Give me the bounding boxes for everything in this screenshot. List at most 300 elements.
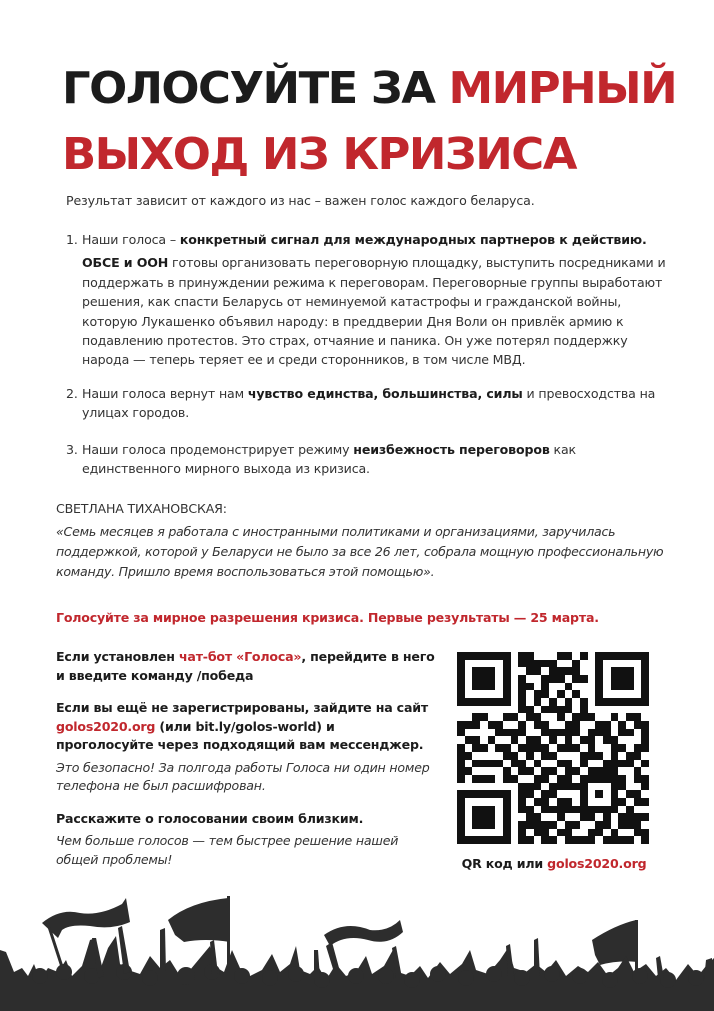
qr-module	[541, 690, 549, 698]
qr-module	[626, 806, 634, 814]
qr-module	[549, 690, 557, 698]
list-text: Наши голоса продемонстрирует режиму	[82, 441, 354, 457]
qr-module	[465, 752, 473, 760]
qr-module	[495, 683, 503, 691]
qr-module	[557, 736, 565, 744]
qr-module	[541, 783, 549, 791]
qr-module	[626, 760, 634, 768]
qr-module	[611, 798, 619, 806]
qr-module	[595, 660, 603, 668]
qr-module	[618, 736, 626, 744]
qr-module	[495, 652, 503, 660]
qr-module	[580, 752, 588, 760]
qr-module	[472, 667, 480, 675]
qr-module	[572, 736, 580, 744]
qr-module	[641, 675, 649, 683]
qr-module	[634, 721, 642, 729]
qr-module	[580, 667, 588, 675]
qr-module	[557, 829, 565, 837]
qr-module	[580, 713, 588, 721]
qr-module	[465, 698, 473, 706]
qr-module	[641, 806, 649, 814]
qr-module	[465, 729, 473, 737]
qr-module	[480, 813, 488, 821]
qr-module	[549, 836, 557, 844]
qr-module	[472, 821, 480, 829]
qr-module	[603, 813, 611, 821]
qr-module	[457, 667, 465, 675]
qr-module	[634, 660, 642, 668]
qr-module	[634, 806, 642, 814]
qr-module	[626, 821, 634, 829]
qr-module	[526, 706, 534, 714]
qr-module	[488, 660, 496, 668]
reasons-list	[66, 230, 676, 478]
qr-module	[572, 652, 580, 660]
qr-module	[580, 806, 588, 814]
qr-module	[603, 829, 611, 837]
qr-module	[572, 660, 580, 668]
qr-module	[572, 790, 580, 798]
qr-module	[611, 790, 619, 798]
flag-icon	[42, 898, 130, 938]
qr-module	[611, 690, 619, 698]
qr-module	[595, 790, 603, 798]
qr-module	[526, 760, 534, 768]
qr-module	[472, 713, 480, 721]
qr-module	[611, 713, 619, 721]
qr-module	[588, 836, 596, 844]
qr-module	[603, 775, 611, 783]
qr-module	[595, 713, 603, 721]
qr-module	[511, 790, 519, 798]
qr-module	[565, 829, 573, 837]
qr-module	[488, 652, 496, 660]
qr-module	[565, 660, 573, 668]
qr-module	[480, 806, 488, 814]
qr-module	[534, 829, 542, 837]
qr-module	[641, 813, 649, 821]
qr-module	[565, 736, 573, 744]
qr-module	[626, 667, 634, 675]
qr-module	[572, 829, 580, 837]
instructions	[56, 648, 436, 869]
qr-module	[580, 767, 588, 775]
qr-module	[472, 690, 480, 698]
qr-module	[549, 806, 557, 814]
qr-module	[634, 744, 642, 752]
qr-module	[488, 706, 496, 714]
qr-module	[488, 698, 496, 706]
qr-module	[634, 821, 642, 829]
qr-module	[557, 729, 565, 737]
list-sub-bold: ОБСЕ и ООН	[82, 255, 169, 271]
qr-module	[588, 729, 596, 737]
qr-module	[641, 760, 649, 768]
qr-module	[565, 667, 573, 675]
qr-module	[580, 675, 588, 683]
qr-module	[618, 706, 626, 714]
qr-module	[488, 667, 496, 675]
qr-module	[580, 829, 588, 837]
qr-module	[565, 698, 573, 706]
qr-module	[611, 752, 619, 760]
qr-module	[565, 813, 573, 821]
qr-module	[549, 660, 557, 668]
qr-module	[511, 652, 519, 660]
list-number: 2.	[66, 385, 78, 401]
qr-module	[518, 813, 526, 821]
qr-module	[572, 767, 580, 775]
qr-module	[588, 721, 596, 729]
qr-module	[588, 660, 596, 668]
site-link[interactable]: golos2020.org	[56, 718, 156, 734]
qr-module	[557, 767, 565, 775]
qr-module	[557, 775, 565, 783]
qr-module	[580, 729, 588, 737]
qr-module	[534, 760, 542, 768]
qr-module	[611, 683, 619, 691]
qr-module	[580, 783, 588, 791]
qr-module	[626, 767, 634, 775]
qr-module	[565, 821, 573, 829]
qr-module	[480, 706, 488, 714]
qr-module	[534, 813, 542, 821]
qr-module	[572, 667, 580, 675]
qr-module	[472, 729, 480, 737]
qr-module	[526, 667, 534, 675]
qr-module	[618, 821, 626, 829]
qr-module	[618, 698, 626, 706]
qr-module	[495, 698, 503, 706]
qr-module	[541, 667, 549, 675]
qr-module	[518, 829, 526, 837]
qr-module	[526, 806, 534, 814]
qr-module	[495, 706, 503, 714]
qr-module	[526, 736, 534, 744]
qr-module	[541, 829, 549, 837]
qr-module	[588, 744, 596, 752]
qr-module	[618, 829, 626, 837]
qr-module	[495, 729, 503, 737]
qr-module	[534, 713, 542, 721]
qr-module	[557, 806, 565, 814]
qr-module	[472, 736, 480, 744]
qr-module	[488, 752, 496, 760]
qr-module	[611, 836, 619, 844]
qr-module	[534, 652, 542, 660]
qr-module	[549, 698, 557, 706]
qr-module	[611, 744, 619, 752]
qr-module	[488, 783, 496, 791]
qr-module	[549, 752, 557, 760]
qr-module	[618, 744, 626, 752]
qr-module	[603, 744, 611, 752]
qr-module	[518, 736, 526, 744]
qr-module	[503, 767, 511, 775]
qr-module	[603, 667, 611, 675]
qr-module	[626, 675, 634, 683]
qr-module	[511, 698, 519, 706]
qr-module	[503, 667, 511, 675]
chatbot-link[interactable]: чат-бот «Голоса»	[178, 649, 302, 664]
qr-module	[618, 775, 626, 783]
qr-module	[541, 790, 549, 798]
qr-module	[626, 729, 634, 737]
qr-module	[603, 690, 611, 698]
qr-module	[534, 690, 542, 698]
qr-module	[472, 836, 480, 844]
qr-module	[557, 690, 565, 698]
qr-module	[565, 806, 573, 814]
qr-module	[465, 790, 473, 798]
qr-module	[465, 675, 473, 683]
share-note: Чем больше голосов — тем быстрее решение нашей общей проблемы!	[56, 833, 399, 867]
qr-module	[634, 798, 642, 806]
qr-module	[611, 652, 619, 660]
qr-module	[541, 660, 549, 668]
qr-module	[457, 829, 465, 837]
qr-module	[541, 775, 549, 783]
qr-module	[557, 667, 565, 675]
qr-module	[603, 790, 611, 798]
qr-code[interactable]	[457, 652, 649, 844]
qr-module	[557, 675, 565, 683]
qr-module	[549, 821, 557, 829]
qr-module	[526, 798, 534, 806]
qr-module	[618, 713, 626, 721]
qr-module	[480, 752, 488, 760]
qr-module	[618, 806, 626, 814]
qr-module	[518, 752, 526, 760]
list-text-after: как единственного мирного выхода из кризиса.	[82, 441, 577, 477]
qr-module	[480, 713, 488, 721]
qr-module	[549, 798, 557, 806]
qr-module	[472, 806, 480, 814]
qr-module	[526, 683, 534, 691]
qr-module	[588, 829, 596, 837]
qr-module	[634, 752, 642, 760]
qr-module	[626, 775, 634, 783]
qr-module	[511, 713, 519, 721]
qr-module	[634, 652, 642, 660]
qr-module	[518, 790, 526, 798]
headline	[62, 56, 676, 188]
list-number: 1.	[66, 232, 78, 247]
qr-module	[465, 767, 473, 775]
qr-module	[603, 806, 611, 814]
qr-module	[603, 683, 611, 691]
qr-module	[626, 798, 634, 806]
qr-module	[480, 798, 488, 806]
qr-module	[557, 783, 565, 791]
qr-module	[572, 775, 580, 783]
qr-module	[518, 783, 526, 791]
list-sub-text: готовы организовать переговорную площадку, выступить посредниками и поддержать в принуждении режима к переговорам. Переговорные группы выработают решения, как спасти Беларусь от неминуемой катастрофы и гражданской войны, которую Лукашенко объявил народу: в преддверии Дня Воли он привлёк армию к подавлению протестов. Это страх, отчаяние и паника. Он уже потерял поддержку народа — теперь теряет ее и среди сторонников, в том числе МВД.	[82, 255, 666, 368]
qr-module	[457, 775, 465, 783]
qr-module	[603, 729, 611, 737]
qr-module	[480, 652, 488, 660]
qr-module	[488, 729, 496, 737]
qr-module	[580, 652, 588, 660]
list-number: 3.	[66, 441, 78, 457]
qr-module	[611, 698, 619, 706]
qr-module	[541, 675, 549, 683]
qr-module	[518, 721, 526, 729]
qr-module	[557, 752, 565, 760]
qr-module	[549, 829, 557, 837]
qr-module	[534, 798, 542, 806]
qr-module	[641, 821, 649, 829]
qr-module	[488, 836, 496, 844]
qr-module	[511, 760, 519, 768]
qr-module	[518, 652, 526, 660]
qr-module	[611, 767, 619, 775]
qr-module	[457, 683, 465, 691]
qr-module	[503, 721, 511, 729]
qr-module	[534, 706, 542, 714]
qr-module	[572, 836, 580, 844]
qr-module	[518, 675, 526, 683]
qr-module	[541, 836, 549, 844]
qr-module	[518, 775, 526, 783]
qr-module	[480, 760, 488, 768]
qr-module	[595, 706, 603, 714]
qr-module	[495, 836, 503, 844]
qr-module	[457, 721, 465, 729]
qr-module	[634, 767, 642, 775]
qr-module	[465, 652, 473, 660]
qr-module	[534, 790, 542, 798]
qr-module	[565, 690, 573, 698]
qr-module	[641, 729, 649, 737]
qr-module	[541, 798, 549, 806]
qr-module	[580, 744, 588, 752]
qr-caption-text: QR код или	[461, 856, 548, 871]
qr-module	[526, 729, 534, 737]
qr-module	[541, 752, 549, 760]
qr-module	[495, 744, 503, 752]
qr-module	[580, 683, 588, 691]
qr-module	[618, 690, 626, 698]
qr-module	[488, 775, 496, 783]
qr-module	[511, 706, 519, 714]
qr-module	[549, 652, 557, 660]
qr-module	[557, 652, 565, 660]
qr-module	[518, 698, 526, 706]
qr-module	[595, 652, 603, 660]
qr-module	[634, 729, 642, 737]
register-text: Если вы ещё не зарегистрированы, зайдите на сайт	[56, 700, 428, 715]
qr-module	[534, 729, 542, 737]
qr-module	[618, 652, 626, 660]
qr-module	[465, 798, 473, 806]
qr-module	[626, 690, 634, 698]
qr-module	[457, 821, 465, 829]
qr-module	[572, 744, 580, 752]
qr-module	[580, 706, 588, 714]
qr-module	[595, 744, 603, 752]
qr-module	[603, 736, 611, 744]
qr-site-link[interactable]: golos2020.org	[547, 856, 647, 871]
qr-module	[495, 798, 503, 806]
qr-module	[480, 829, 488, 837]
qr-module	[626, 713, 634, 721]
qr-module	[472, 660, 480, 668]
qr-module	[611, 660, 619, 668]
qr-module	[611, 706, 619, 714]
qr-module	[518, 667, 526, 675]
qr-module	[488, 767, 496, 775]
list-bold: конкретный сигнал для международных партнеров к действию.	[179, 232, 647, 247]
qr-module	[618, 767, 626, 775]
qr-module	[603, 752, 611, 760]
qr-module	[641, 798, 649, 806]
qr-module	[480, 736, 488, 744]
qr-module	[503, 783, 511, 791]
qr-module	[603, 783, 611, 791]
call-to-action: Голосуйте за мирное разрешения кризиса. Первые результаты — 25 марта.	[56, 610, 599, 625]
qr-module	[595, 752, 603, 760]
qr-module	[541, 652, 549, 660]
qr-module	[618, 729, 626, 737]
qr-module	[595, 806, 603, 814]
qr-module	[511, 729, 519, 737]
qr-module	[572, 706, 580, 714]
qr-module	[626, 752, 634, 760]
qr-module	[611, 821, 619, 829]
qr-module	[518, 821, 526, 829]
qr-module	[488, 813, 496, 821]
qr-module	[534, 744, 542, 752]
qr-module	[618, 813, 626, 821]
qr-module	[634, 690, 642, 698]
qr-module	[557, 798, 565, 806]
qr-module	[457, 729, 465, 737]
qr-module	[457, 675, 465, 683]
qr-module	[588, 775, 596, 783]
qr-module	[565, 775, 573, 783]
qr-module	[565, 767, 573, 775]
qr-module	[557, 744, 565, 752]
qr-module	[580, 736, 588, 744]
qr-module	[465, 690, 473, 698]
qr-module	[626, 736, 634, 744]
qr-module	[641, 667, 649, 675]
qr-module	[495, 821, 503, 829]
qr-module	[518, 806, 526, 814]
qr-module	[465, 706, 473, 714]
qr-module	[611, 729, 619, 737]
qr-module	[618, 683, 626, 691]
qr-module	[480, 721, 488, 729]
qr-module	[603, 821, 611, 829]
qr-module	[641, 706, 649, 714]
qr-module	[465, 813, 473, 821]
qr-module	[503, 706, 511, 714]
qr-module	[618, 752, 626, 760]
qr-module	[626, 652, 634, 660]
qr-module	[572, 760, 580, 768]
qr-module	[472, 829, 480, 837]
qr-module	[495, 829, 503, 837]
qr-module	[503, 829, 511, 837]
qr-module	[503, 806, 511, 814]
qr-module	[534, 667, 542, 675]
qr-module	[565, 836, 573, 844]
qr-module	[580, 660, 588, 668]
qr-module	[595, 690, 603, 698]
